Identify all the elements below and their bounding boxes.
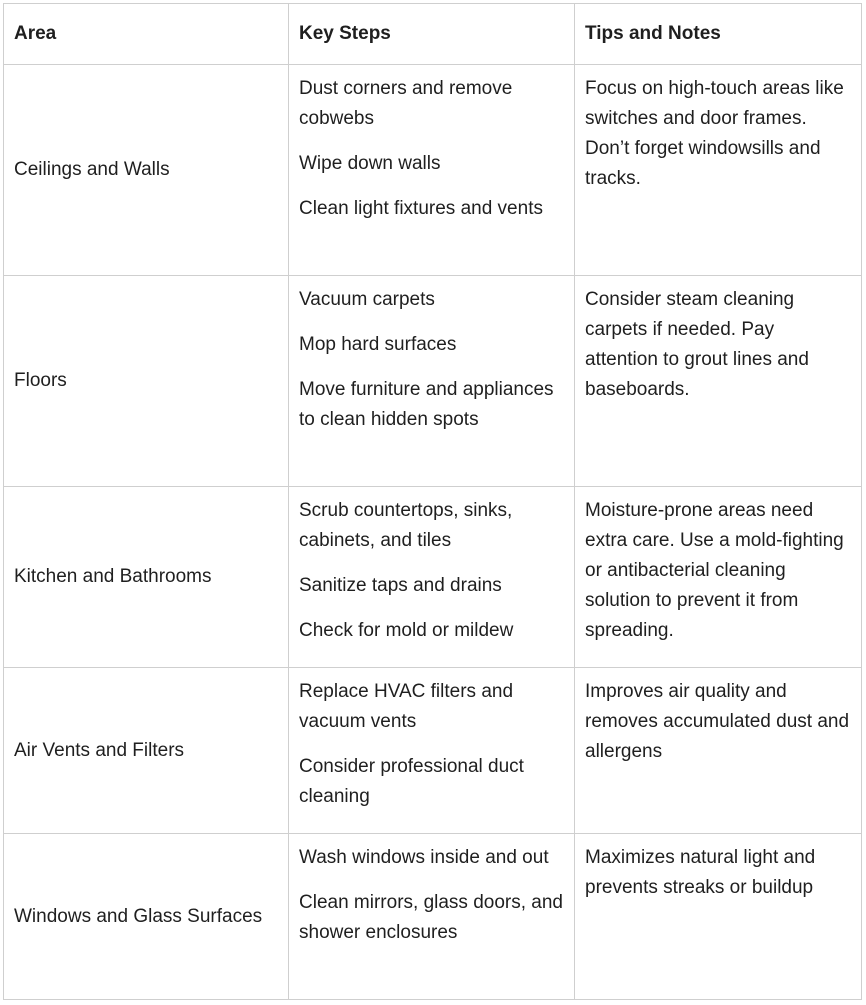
step-item: Vacuum carpets <box>299 289 435 310</box>
tips-cell: Maximizes natural light and prevents streaks or buildup <box>575 834 862 1000</box>
table-row <box>4 834 862 1000</box>
key-steps-cell <box>289 668 575 834</box>
table-header-row <box>4 4 862 65</box>
step-item: Scrub countertops, sinks, cabinets, and tiles <box>299 500 513 551</box>
table-row <box>4 65 862 276</box>
step-item: Mop hard surfaces <box>299 334 457 355</box>
step-item: Clean mirrors, glass doors, and shower enclosures <box>299 892 563 943</box>
tips-cell: Consider steam cleaning carpets if needed. Pay attention to grout lines and baseboards. <box>575 276 862 487</box>
table-row <box>4 487 862 668</box>
step-item: Wash windows inside and out <box>299 847 549 868</box>
area-cell: Floors <box>4 276 289 487</box>
header-key-steps: Key Steps <box>289 4 575 65</box>
key-steps-cell <box>289 487 575 668</box>
step-item: Check for mold or mildew <box>299 620 514 641</box>
tips-cell: Improves air quality and removes accumulated dust and allergens <box>575 668 862 834</box>
header-tips-and-notes: Tips and Notes <box>575 4 862 65</box>
table-row <box>4 668 862 834</box>
area-cell: Windows and Glass Surfaces <box>4 834 289 1000</box>
area-cell: Ceilings and Walls <box>4 65 289 276</box>
area-cell: Kitchen and Bathrooms <box>4 487 289 668</box>
step-item: Wipe down walls <box>299 153 441 174</box>
step-item: Replace HVAC filters and vacuum vents <box>299 681 514 732</box>
step-item: Consider professional duct cleaning <box>299 756 524 807</box>
step-item: Move furniture and appliances to clean hidden spots <box>299 379 554 430</box>
tips-cell: Focus on high-touch areas like switches and door frames. Don’t forget windowsills and tracks. <box>575 65 862 276</box>
tips-cell: Moisture-prone areas need extra care. Use a mold-fighting or antibacterial cleaning solution to prevent it from spreading. <box>575 487 862 668</box>
key-steps-cell <box>289 276 575 487</box>
cleaning-table <box>3 3 862 1000</box>
header-area: Area <box>4 4 289 65</box>
table-row <box>4 276 862 487</box>
key-steps-cell <box>289 834 575 1000</box>
area-cell: Air Vents and Filters <box>4 668 289 834</box>
step-item: Dust corners and remove cobwebs <box>299 78 513 129</box>
step-item: Sanitize taps and drains <box>299 575 502 596</box>
step-item: Clean light fixtures and vents <box>299 198 543 219</box>
key-steps-cell <box>289 65 575 276</box>
